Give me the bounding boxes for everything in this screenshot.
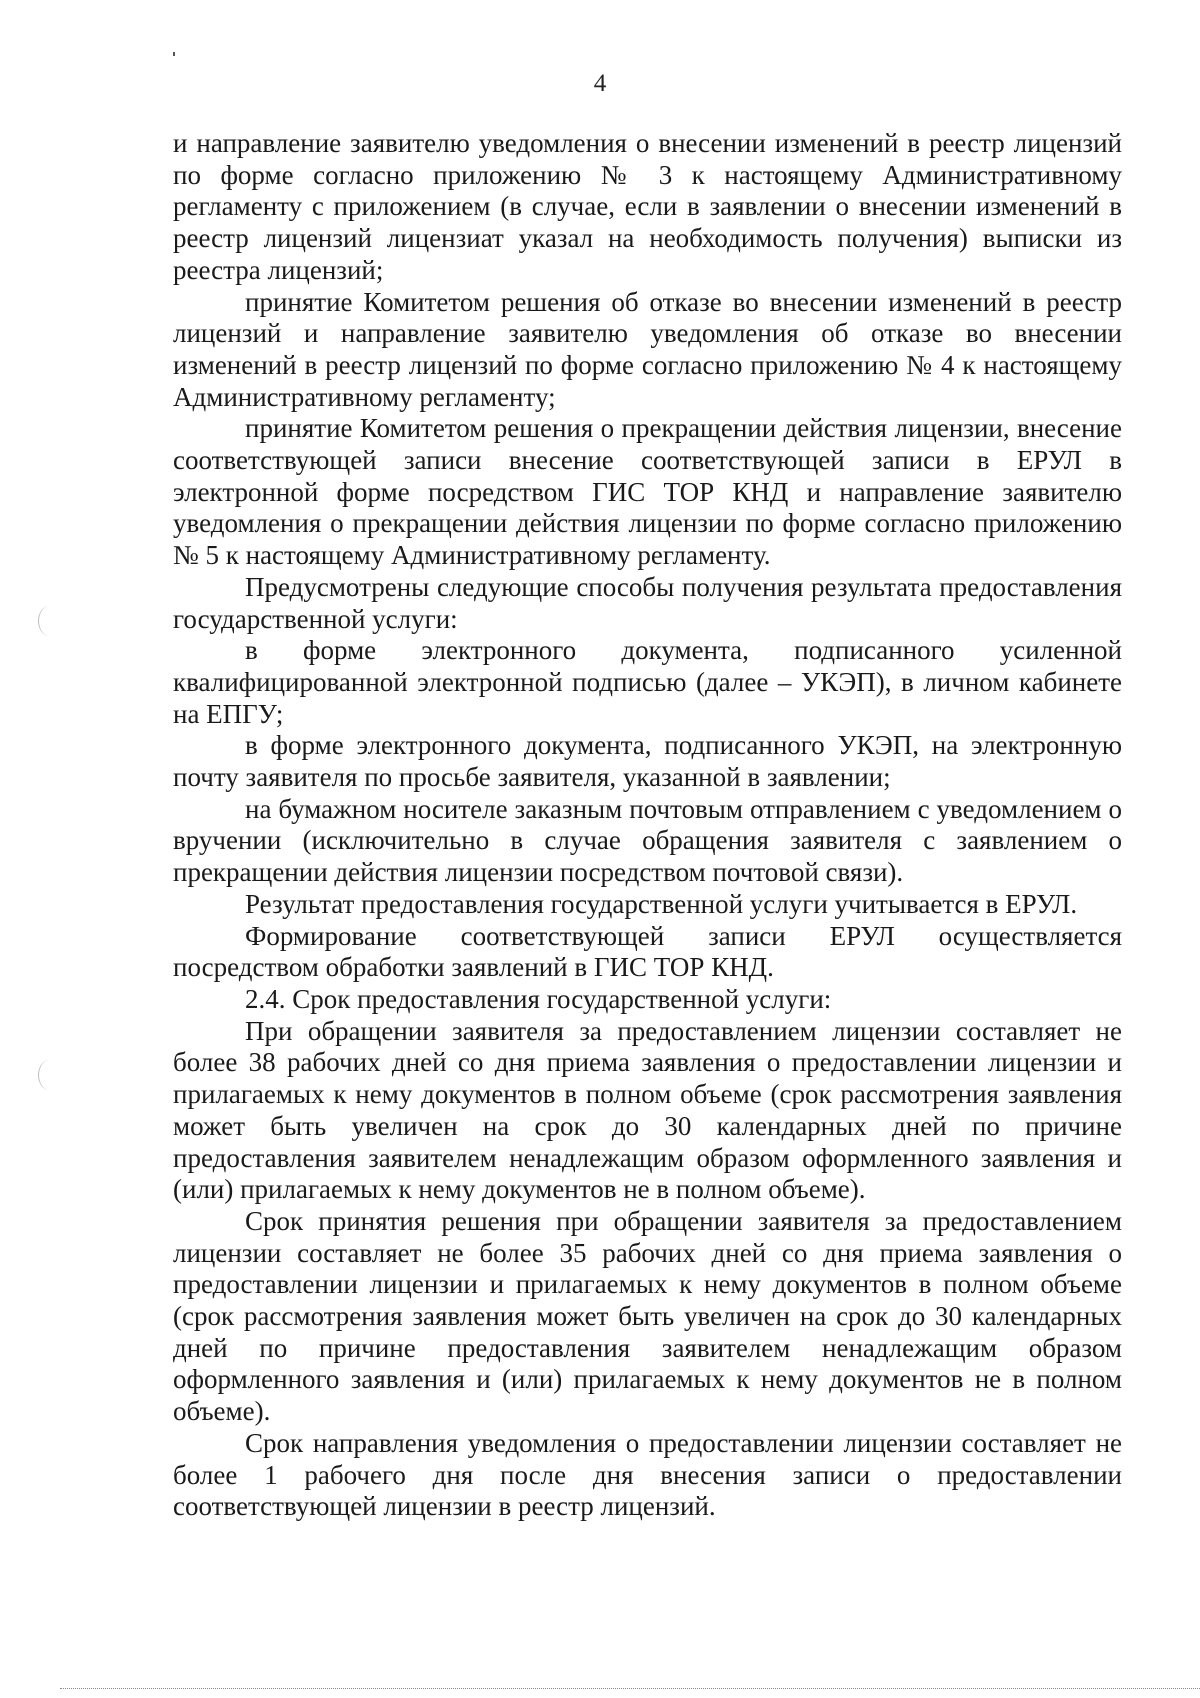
paragraph: принятие Комитетом решения о прекращении действия лицензии, внесение соответствующей записи внесение соответствующей записи в ЕРУЛ в электронной форме посредством ГИС ТОР КНД и направление заявителю уведомления о прекращении действия лицензии по форме согласно приложению № 5 к настоящему Административному регламенту.: [173, 413, 1122, 571]
punch-hole-mark: [38, 1060, 61, 1090]
paragraph: Предусмотрены следующие способы получения результата предоставления государственной услуги:: [173, 571, 1122, 634]
paragraph: Результат предоставления государственной услуги учитывается в ЕРУЛ.: [245, 888, 1078, 919]
paragraph: При обращении заявителя за предоставлением лицензии составляет не более 38 рабочих дней со дня приема заявления о предоставлении лицензии и прилагаемых к нему документов в полном объеме (срок рассмотрения заявления может быть увеличен на срок до 30 календарных дней по причине предоставления заявителем ненадлежащим образом оформленного заявления и (или) прилагаемых к нему документов не в полном объеме).: [173, 1015, 1122, 1205]
paragraph: на бумажном носителе заказным почтовым отправлением с уведомлением о вручении (исключительно в случае обращения заявителя с заявлением о прекращении действия лицензии посредством почтовой связи).: [173, 793, 1122, 888]
document-body: [173, 128, 1122, 1523]
paragraph: принятие Комитетом решения об отказе во внесении изменений в реестр лицензий и направление заявителю уведомления об отказе во внесении изменений в реестр лицензий по форме согласно приложению № 4 к настоящему Административному регламенту;: [173, 286, 1122, 412]
punch-hole-mark: [38, 606, 61, 636]
scan-speck: [173, 52, 175, 56]
paragraph: Срок направления уведомления о предоставлении лицензии составляет не более 1 рабочего дня после дня внесения записи о предоставлении соответствующей лицензии в реестр лицензий.: [173, 1427, 1122, 1522]
paragraph: и направление заявителю уведомления о внесении изменений в реестр лицензий по форме согласно приложению № 3 к настоящему Административному регламенту с приложением (в случае, если в заявлении о внесении изменений в реестр лицензий лицензиат указал на необходимость получения) выписки из реестра лицензий;: [173, 128, 1122, 285]
page-number: 4: [593, 70, 607, 97]
paragraph: 2.4. Срок предоставления государственной услуги:: [245, 983, 832, 1014]
page-bottom-edge: [60, 1688, 1200, 1689]
paragraph: в форме электронного документа, подписанного УКЭП, на электронную почту заявителя по просьбе заявителя, указанной в заявлении;: [173, 730, 1122, 793]
paragraph: в форме электронного документа, подписанного усиленной квалифицированной электронной подписью (далее – УКЭП), в личном кабинете на ЕПГУ;: [173, 635, 1122, 729]
paragraph: Срок принятия решения при обращении заявителя за предоставлением лицензии составляет не более 35 рабочих дней со дня приема заявления о предоставлении лицензии и прилагаемых к нему документов в полном объеме (срок рассмотрения заявления может быть увеличен на срок до 30 календарных дней по причине предоставления заявителем ненадлежащим образом оформленного заявления и (или) прилагаемых к нему документов не в полном объеме).: [173, 1205, 1122, 1427]
paragraph: Формирование соответствующей записи ЕРУЛ осуществляется посредством обработки заявлений в ГИС ТОР КНД.: [173, 920, 1122, 983]
